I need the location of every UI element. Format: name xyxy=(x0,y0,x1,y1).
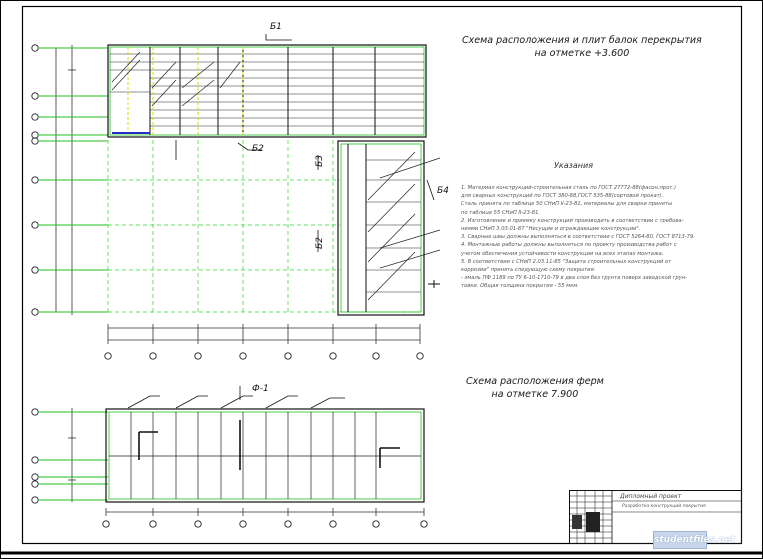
watermark-logo[interactable]: studentfiles.net xyxy=(653,531,707,549)
truss-title xyxy=(466,375,604,401)
notes-body xyxy=(461,184,731,291)
title-block-subtitle: Разработка конструкций покрытия xyxy=(622,504,706,509)
truss-title-line2: на отметке 7.900 xyxy=(491,389,579,400)
note-line: 3. Сварные швы должны выполняться в соответствии с ГОСТ 5264-80, ГОСТ 8713-79. xyxy=(461,234,695,241)
note-line: коррозии" принять следующую схему покрытия: xyxy=(461,267,596,274)
section-mark-b3: Б3 xyxy=(314,155,325,167)
plan-title-line2: на отметке +3.600 xyxy=(534,48,630,59)
floor-plan-upper xyxy=(32,34,440,359)
section-mark-f1: Ф-1 xyxy=(252,384,269,394)
section-mark-b1: Б1 xyxy=(270,22,282,32)
note-line: 1. Материал конструкций-строительная сталь по ГОСТ 27772-88(фасон.прот.) xyxy=(461,185,677,191)
plan-title xyxy=(462,34,702,60)
title-block-project: Дипломный проект xyxy=(620,493,682,500)
truss-title-line1: Схема расположения ферм xyxy=(466,376,604,387)
note-line: учетом обеспечения устойчивости конструкции на всех этапах монтажа. xyxy=(461,250,664,257)
section-mark-b4: Б4 xyxy=(437,186,449,196)
note-line: товки. Общая толщина покрытия - 55 мкм. xyxy=(461,283,579,290)
section-mark-b5: Б2 xyxy=(314,237,325,249)
note-line: по таблице 55 СНиП II-23-81. xyxy=(461,209,541,216)
note-line: для сварных конструкций по ГОСТ 380-88,ГОСТ 535-88(сортовой прокат). xyxy=(461,193,664,200)
truss-plan-lower xyxy=(32,386,427,527)
section-mark-b2: Б2 xyxy=(252,144,264,154)
note-line: Сталь принята по таблице 50 СНиП II-23-81, материалы для сварки приняты xyxy=(461,201,673,208)
note-line: ниями СНиП 3.03.01-87 "Несущие и ограждающие конструкции". xyxy=(461,226,641,233)
note-line: 4. Монтажные работы должны выполняться по проекту производства работ с xyxy=(461,242,677,249)
plan-title-line1: Схема расположения и плит балок перекрытия xyxy=(462,35,702,46)
note-line: 2. Изготовление и приемку конструкций производить в соответствии с требова- xyxy=(461,217,684,224)
notes-heading: Указания xyxy=(554,161,594,170)
note-line: 5. В соответствии с СНиП 2.03.11-85 "Защита строительных конструкций от xyxy=(461,258,672,265)
note-line: - эмаль ПФ 1189 по ТУ 6-10-1710-79 в два слоя без грунта поверх заводской грун- xyxy=(461,275,688,282)
